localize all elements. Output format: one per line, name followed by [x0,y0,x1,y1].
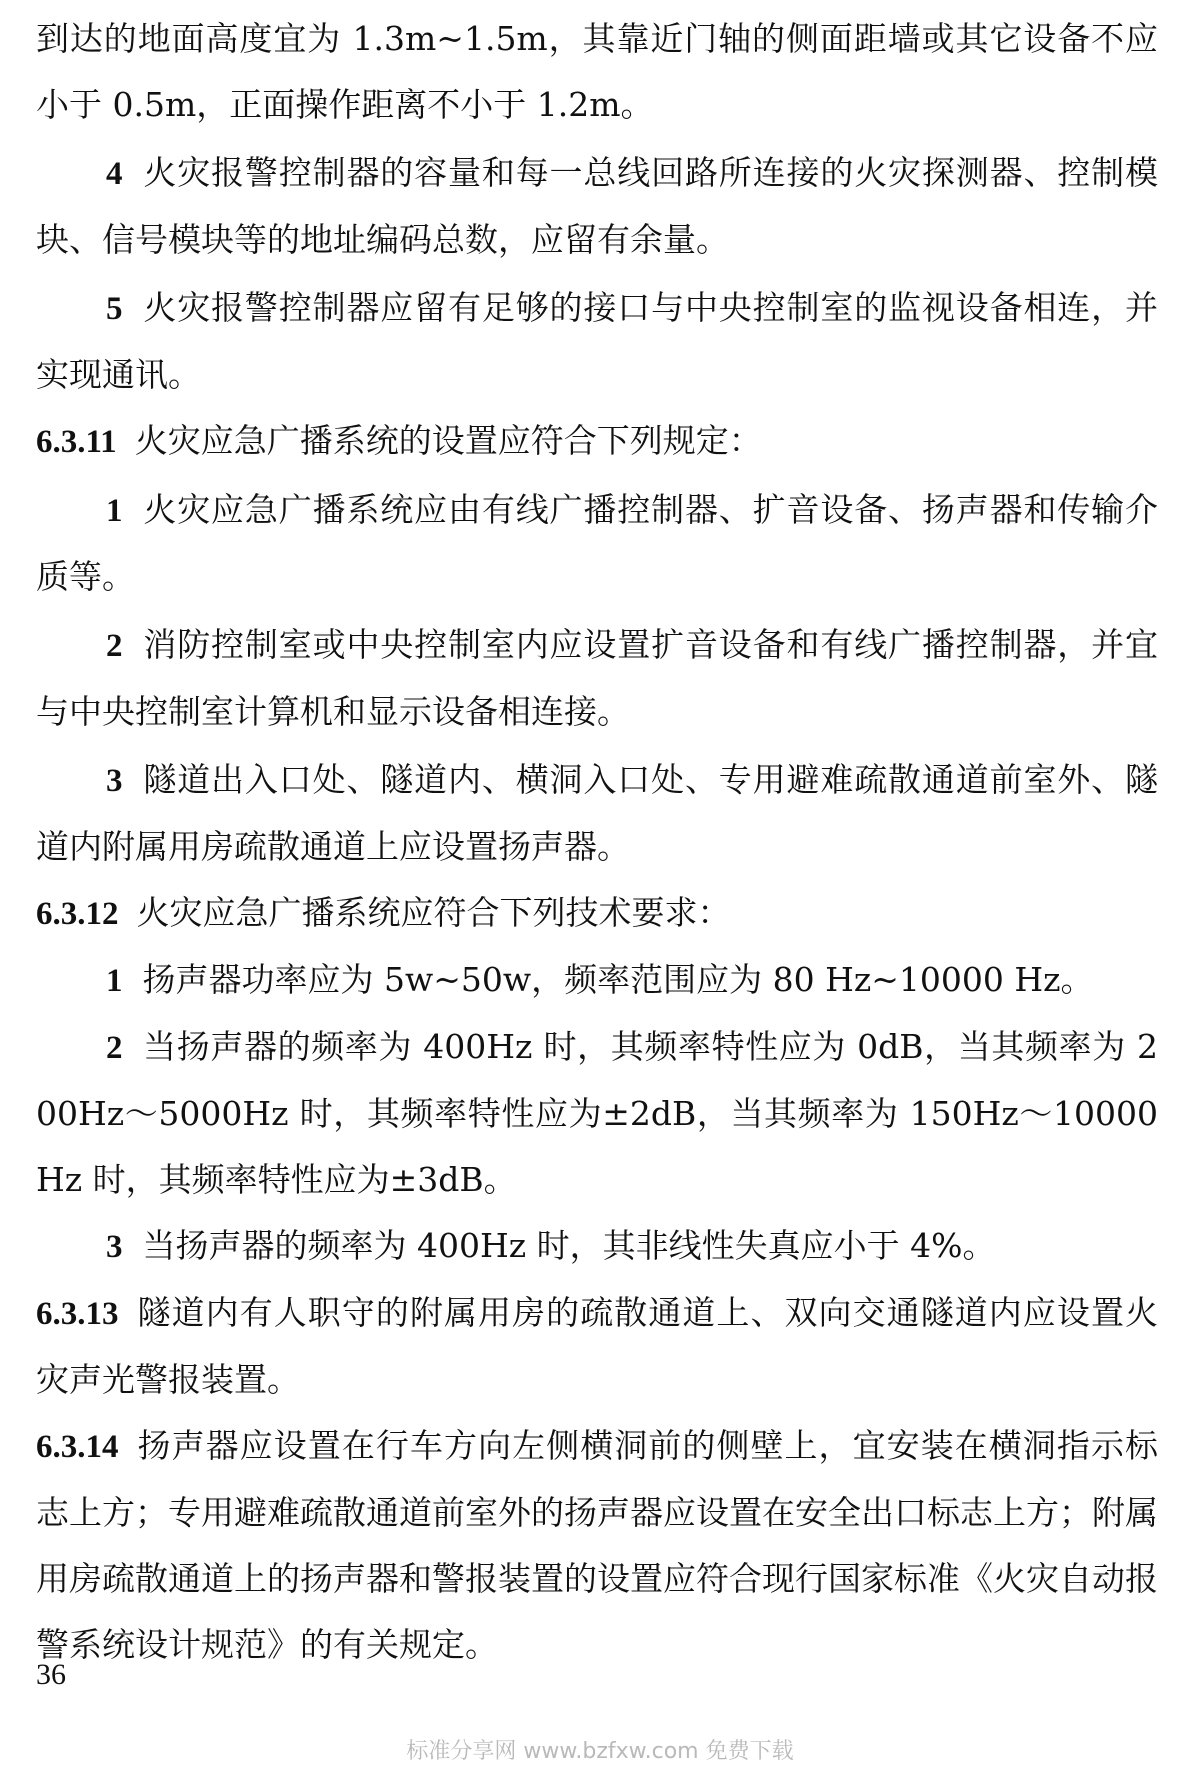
paragraph-continuation [36,6,1158,138]
watermark-text: 标准分享网 www.bzfxw.com 免费下载 [406,1739,794,1764]
item-number: 1 [106,493,123,529]
clause-text: 隧道内有人职守的附属用房的疏散通道上、双向交通隧道内应设置火灾声光警报装置。 [36,1293,1158,1399]
clause-number: 6.3.12 [36,896,119,932]
page-number: 36 [36,1658,66,1691]
clause-number: 6.3.13 [36,1296,119,1332]
paragraph-text: 当扬声器的频率为 400Hz 时，其非线性失真应小于 4%。 [142,1226,996,1265]
item-number: 4 [106,156,123,192]
clause-number: 6.3.14 [36,1429,119,1465]
paragraph-text: 火灾报警控制器的容量和每一总线回路所连接的火灾探测器、控制模块、信号模块等的地址编码总数，应留有余量。 [36,153,1158,259]
paragraph-text: 到达的地面高度宜为 1.3m~1.5m，其靠近门轴的侧面距墙或其它设备不应小于 0.5m，正面操作距离不小于 1.2m。 [36,19,1158,124]
list-item [36,275,1158,408]
item-number: 2 [106,628,123,664]
paragraph-text: 当扬声器的频率为 400Hz 时，其频率特性应为 0dB，当其频率为 200Hz～5000Hz 时，其频率特性应为±2dB，当其频率为 150Hz～10000Hz 时，其频率特性应为±3dB。 [36,1027,1158,1199]
paragraph-text: 隧道出入口处、隧道内、横洞入口处、专用避难疏散通道前室外、隧道内附属用房疏散通道上应设置扬声器。 [36,760,1158,866]
item-number: 3 [106,1229,123,1265]
document-body [36,6,1158,1678]
clause-6-3-12 [36,880,1158,947]
paragraph-text: 消防控制室或中央控制室内应设置扩音设备和有线广播控制器，并宜与中央控制室计算机和显示设备相连接。 [36,625,1158,731]
clause-text: 火灾应急广播系统的设置应符合下列规定： [134,421,762,460]
item-number: 5 [106,291,123,327]
list-item [36,1014,1158,1213]
list-item [36,140,1158,273]
clause-number: 6.3.11 [36,424,117,460]
list-item [36,1213,1158,1280]
list-item [36,947,1158,1014]
paragraph-text: 火灾应急广播系统应由有线广播控制器、扩音设备、扬声器和传输介质等。 [36,490,1158,596]
clause-6-3-11 [36,408,1158,475]
clause-text: 火灾应急广播系统应符合下列技术要求： [136,893,731,932]
item-number: 2 [106,1030,123,1066]
clause-6-3-13 [36,1280,1158,1413]
item-number: 1 [106,963,123,999]
item-number: 3 [106,763,123,799]
list-item [36,612,1158,745]
paragraph-text: 火灾报警控制器应留有足够的接口与中央控制室的监视设备相连，并实现通讯。 [36,288,1158,394]
paragraph-text: 扬声器功率应为 5w~50w，频率范围应为 80 Hz~10000 Hz。 [142,960,1094,999]
clause-6-3-14 [36,1413,1158,1678]
list-item [36,477,1158,610]
clause-text: 扬声器应设置在行车方向左侧横洞前的侧壁上，宜安装在横洞指示标志上方；专用避难疏散通道前室外的扬声器应设置在安全出口标志上方；附属用房疏散通道上的扬声器和警报装置的设置应符合现行国家标准《火灾自动报警系统设计规范》的有关规定。 [36,1426,1158,1664]
list-item [36,747,1158,880]
